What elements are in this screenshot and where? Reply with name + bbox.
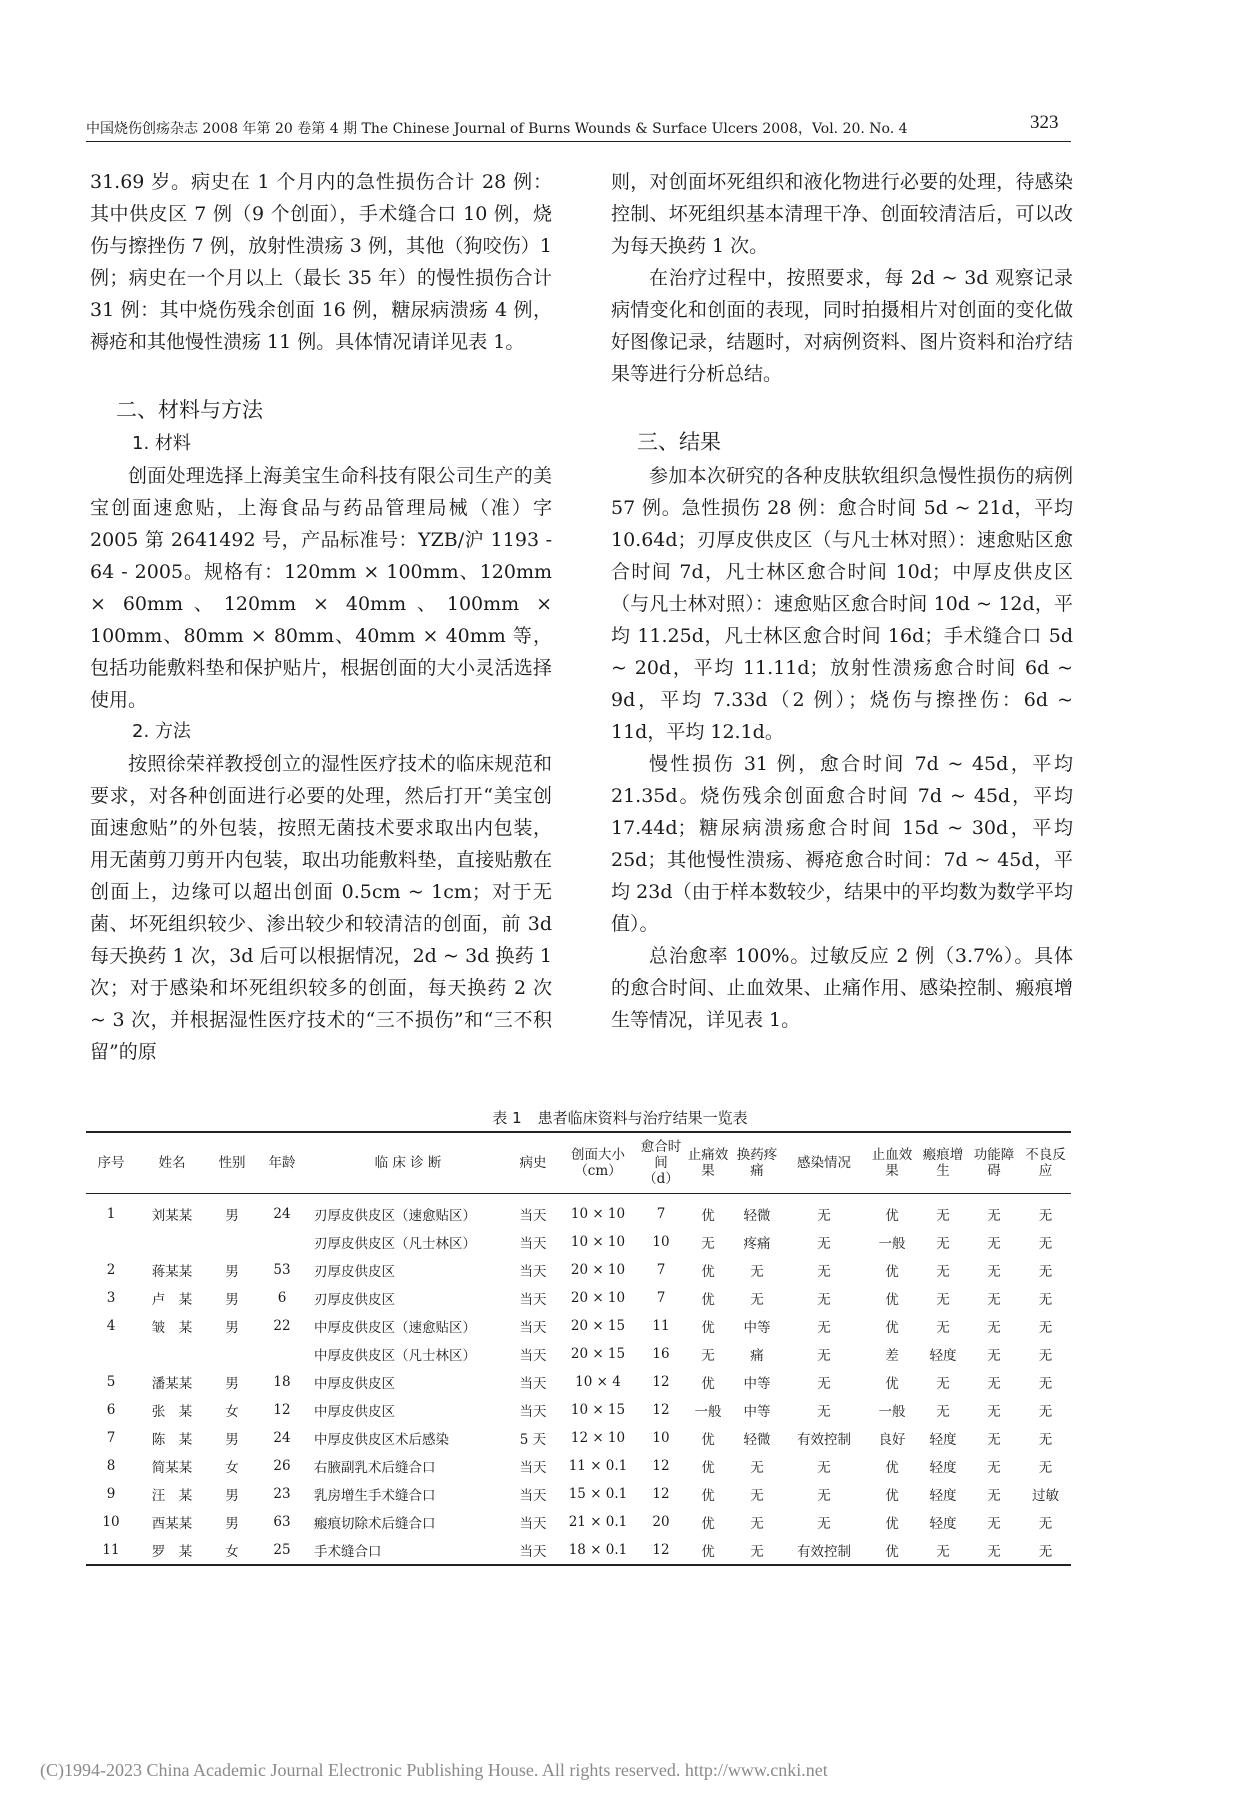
table-cell: 20 × 10: [570, 1262, 626, 1278]
table-cell: 无: [817, 1208, 831, 1224]
table-cell: 无: [987, 1264, 1001, 1280]
table-cell: 20 × 15: [570, 1318, 626, 1334]
table-cell: 无: [987, 1460, 1001, 1476]
table-cell: 7: [656, 1262, 666, 1278]
table-row: [86, 1508, 1071, 1536]
table-cell: [86, 1340, 136, 1368]
table-cell: 当天: [519, 1264, 547, 1280]
table-cell: 女: [208, 1536, 256, 1565]
table-cell: 当天: [519, 1348, 547, 1364]
table-cell: [136, 1228, 208, 1256]
table-cell: [256, 1228, 308, 1256]
table-cell: 优: [701, 1376, 715, 1392]
table-cell: 11 × 0.1: [568, 1458, 628, 1474]
copyright-footer: (C)1994-2023 China Academic Journal Electronic Publishing House. All rights reserved. http://www.cnki.net: [40, 1760, 828, 1780]
section-gap: [90, 358, 552, 382]
table-cell: 无: [987, 1292, 1001, 1308]
table-cell: 无: [817, 1320, 831, 1336]
table-cell: 中等: [743, 1404, 771, 1420]
table-row: [86, 1312, 1071, 1340]
table-cell: 优: [885, 1376, 899, 1392]
table-row: [86, 1256, 1071, 1284]
table-cell: 刃厚皮供皮区: [314, 1292, 395, 1308]
table-cell: [208, 1340, 256, 1368]
table-cell: 10: [652, 1430, 670, 1446]
table-cell: 优: [701, 1264, 715, 1280]
table-row: [86, 1284, 1071, 1312]
table-cell: 10: [102, 1514, 120, 1530]
section-heading: 二、材料与方法: [116, 398, 263, 422]
table-cell: 当天: [519, 1376, 547, 1392]
paragraph: 按照徐荣祥教授创立的湿性医疗技术的临床规范和要求，对各种创面进行必要的处理，然后打开“美宝创面速愈贴”的外包装，按照无菌技术要求取出内包装，用无菌剪刀剪开内包装，取出功能敷料垫，直接贴敷在创面上，边缘可以超出创面 0.5cm ~ 1cm；对于无菌、坏死组织较少、渗出较少和较清洁的创面，前 3d 每天换药 1 次，3d 后可以根据情况，2d ~ 3d 换药 1 次；对于感染和坏死组织较多的创面，每天换药 2 次 ~ 3 次，并根据湿性医疗技术的“三不损伤”和“三不积留”的原: [90, 753, 552, 1063]
table-caption: [0, 1107, 1240, 1128]
table-cell: 22: [273, 1318, 291, 1334]
table-cell: 优: [885, 1264, 899, 1280]
table-cell: 当天: [519, 1208, 547, 1224]
table-cell: 24: [273, 1206, 291, 1222]
table-cell: 优: [701, 1488, 715, 1504]
table-cell: 25: [256, 1536, 308, 1565]
table-cell: 当天: [519, 1488, 547, 1504]
table-cell: 无: [1038, 1404, 1053, 1420]
table-cell: 无: [750, 1264, 764, 1280]
table-cell: 轻度: [929, 1348, 957, 1364]
table-cell: 11: [86, 1536, 136, 1565]
table-cell: [136, 1340, 208, 1368]
table-cell: 12 × 10: [570, 1430, 626, 1446]
table-cell: 一般: [878, 1404, 906, 1420]
table-cell: 无: [918, 1536, 968, 1565]
table-cell: 优: [885, 1292, 899, 1308]
table-cell: 无: [936, 1264, 950, 1280]
table-cell: 无: [817, 1376, 831, 1392]
table-cell: 简某某: [151, 1460, 193, 1476]
table-cell: 陈 某: [151, 1432, 193, 1448]
table-cell: 有效控制: [797, 1432, 851, 1448]
table-cell: 10 × 10: [570, 1234, 626, 1250]
table-cell: [256, 1340, 308, 1368]
table-cell: 汪 某: [151, 1488, 193, 1504]
table-cell: 12: [652, 1458, 670, 1474]
section-gap: [611, 390, 1073, 414]
table-cell: 当天: [519, 1236, 547, 1252]
table-cell: 轻度: [929, 1488, 957, 1504]
table-cell: 无: [732, 1536, 782, 1565]
table-cell: 男: [225, 1432, 239, 1448]
table-cell: 10 × 4: [575, 1374, 621, 1390]
column-header: 性别: [208, 1132, 256, 1194]
running-header: 中国烧伤创疡杂志 2008 年第 20 卷第 4 期 The Chinese Journal of Burns Wounds & Surface Ulcers 2008，Vol. 20. No. 4: [86, 121, 908, 137]
paragraph: 参加本次研究的各种皮肤软组织急慢性损伤的病例 57 例。急性损伤 28 例：愈合时间 5d ~ 21d，平均 10.64d；刃厚皮供皮区（与凡士林对照）：速愈贴区愈合时间 7d，凡士林区愈合时间 10d；中厚皮供皮区（与凡士林对照）：速愈贴区愈合时间 10d ~ 12d，平均 11.25d，凡士林区愈合时间 16d；手术缝合口 5d ~ 20d，平均 11.11d；放射性溃疡愈合时间 6d ~ 9d，平均 7.33d（2 例）；烧伤与擦挫伤：6d ~ 11d，平均 12.1d。: [611, 465, 1073, 743]
page-number: 323: [1030, 112, 1059, 133]
table-cell: 无: [987, 1320, 1001, 1336]
table-cell: 无: [817, 1516, 831, 1532]
table-cell: 无: [1038, 1320, 1053, 1336]
table-cell: 21 × 0.1: [568, 1514, 628, 1530]
column-header: 功能障碍: [968, 1132, 1020, 1194]
table-cell: 无: [936, 1404, 950, 1420]
table-header-row: [86, 1132, 1071, 1194]
table-cell: 中厚皮供皮区（凡士林区）: [314, 1348, 476, 1364]
table-cell: 轻度: [929, 1432, 957, 1448]
table-cell: 潘某某: [151, 1376, 193, 1392]
table-cell: 无: [750, 1488, 764, 1504]
table-cell: 右腋副乳术后缝合口: [314, 1460, 436, 1476]
table-cell: 男: [225, 1320, 239, 1336]
table-cell: 5: [106, 1374, 116, 1390]
table-cell: 无: [1038, 1432, 1053, 1448]
table-cell: 无: [1038, 1292, 1053, 1308]
table-cell: 中厚皮供皮区: [314, 1404, 395, 1420]
table-cell: 无: [1038, 1208, 1053, 1224]
table-cell: 无: [987, 1488, 1001, 1504]
table-cell: 20 × 15: [570, 1346, 626, 1362]
table-cell: 痛: [750, 1348, 764, 1364]
table-cell: 12: [652, 1402, 670, 1418]
table-cell: 优: [866, 1536, 918, 1565]
table-row: [86, 1340, 1071, 1368]
table-cell: 轻微: [743, 1432, 771, 1448]
table-cell: 2: [106, 1262, 116, 1278]
table-cell: 15 × 0.1: [568, 1486, 628, 1502]
table-cell: 男: [225, 1264, 239, 1280]
column-header: 感染情况: [782, 1132, 866, 1194]
table-cell: 中厚皮供皮区（速愈贴区）: [314, 1320, 476, 1336]
table-cell: 刃厚皮供皮区: [314, 1264, 395, 1280]
table-cell: 无: [987, 1432, 1001, 1448]
table-cell: 无: [701, 1348, 715, 1364]
table-cell: 优: [701, 1208, 715, 1224]
table-cell: 无: [750, 1460, 764, 1476]
table-cell: 中等: [743, 1376, 771, 1392]
table-cell: 刃厚皮供皮区（凡士林区）: [314, 1236, 476, 1252]
table-cell: 男: [225, 1516, 239, 1532]
table-cell: 12: [652, 1486, 670, 1502]
table-cell: 无: [1038, 1376, 1053, 1392]
table-cell: 优: [701, 1516, 715, 1532]
table-row: [86, 1396, 1071, 1424]
table-caption-title: 患者临床资料与治疗结果一览表: [537, 1109, 748, 1127]
column-header: 临 床 诊 断: [308, 1132, 508, 1194]
column-header: 瘢痕增生: [918, 1132, 968, 1194]
paragraph: 则，对创面坏死组织和液化物进行必要的处理，待感染控制、坏死组织基本清理干净、创面较清洁后，可以改为每天换药 1 次。: [611, 171, 1073, 257]
table-cell: 无: [1038, 1516, 1053, 1532]
table-cell: 当天: [519, 1404, 547, 1420]
table-cell: 63: [273, 1514, 291, 1530]
table-cell: 疼痛: [743, 1236, 771, 1252]
table-row: [86, 1228, 1071, 1256]
table-cell: 刘某某: [151, 1208, 193, 1224]
table-cell: 无: [936, 1292, 950, 1308]
table-cell: 优: [885, 1208, 899, 1224]
table-cell: 女: [225, 1460, 239, 1476]
patient-results-table: [86, 1131, 1071, 1566]
table-cell: 12: [638, 1536, 684, 1565]
table-cell: 优: [701, 1432, 715, 1448]
table-cell: 优: [701, 1320, 715, 1336]
table-cell: 53: [273, 1262, 291, 1278]
table-cell: 3: [106, 1290, 116, 1306]
table-cell: 23: [273, 1486, 291, 1502]
table-cell: 优: [885, 1320, 899, 1336]
right-column: [611, 166, 1073, 1036]
table-cell: 无: [1038, 1236, 1053, 1252]
table-cell: 无: [1020, 1536, 1071, 1565]
table-cell: 无: [968, 1536, 1020, 1565]
table-cell: 无: [987, 1404, 1001, 1420]
table-cell: 手术缝合口: [308, 1536, 508, 1565]
table-cell: 无: [987, 1208, 1001, 1224]
column-header: 止痛效果: [684, 1132, 732, 1194]
table-cell: 张 某: [151, 1404, 193, 1420]
table-caption-number: 表 1: [492, 1109, 522, 1127]
table-cell: 7: [656, 1206, 666, 1222]
table-cell: 无: [936, 1376, 950, 1392]
table-cell: 良好: [878, 1432, 906, 1448]
table-cell: 16: [652, 1346, 670, 1362]
table-row: [86, 1424, 1071, 1452]
paragraph: 慢性损伤 31 例，愈合时间 7d ~ 45d，平均 21.35d。烧伤残余创面愈合时间 7d ~ 45d，平均 17.44d；糖尿病溃疡愈合时间 15d ~ 30d，平均 25d；其他慢性溃疡、褥疮愈合时间：7d ~ 45d，平均 23d（由于样本数较少，结果中的平均数为数学平均值）。: [611, 753, 1073, 935]
table-cell: 中厚皮供皮区: [314, 1376, 395, 1392]
table-cell: 无: [817, 1236, 831, 1252]
table-cell: 无: [936, 1236, 950, 1252]
table-cell: 乳房增生手术缝合口: [314, 1488, 436, 1504]
table-cell: 中等: [743, 1320, 771, 1336]
table-cell: 10: [652, 1234, 670, 1250]
table-cell: 无: [817, 1348, 831, 1364]
table-cell: 10 × 10: [570, 1206, 626, 1222]
table-cell: 12: [652, 1374, 670, 1390]
table-cell: 男: [225, 1376, 239, 1392]
table-cell: 酉某某: [151, 1516, 193, 1532]
table-cell: 差: [885, 1348, 899, 1364]
table-cell: 无: [817, 1404, 831, 1420]
table-cell: 优: [885, 1488, 899, 1504]
table-cell: 中厚皮供皮区术后感染: [314, 1432, 449, 1448]
table-cell: 无: [987, 1376, 1001, 1392]
table-cell: 轻度: [929, 1516, 957, 1532]
table-row: [86, 1194, 1071, 1229]
table-cell: 男: [225, 1208, 239, 1224]
table-cell: 无: [936, 1208, 950, 1224]
table-cell: 24: [273, 1430, 291, 1446]
table-cell: 无: [750, 1292, 764, 1308]
table-cell: 7: [656, 1290, 666, 1306]
table-cell: 罗 某: [136, 1536, 208, 1565]
table-cell: 8: [106, 1458, 116, 1474]
table-cell: 无: [1038, 1460, 1053, 1476]
table-cell: 当天: [519, 1292, 547, 1308]
table-cell: 无: [817, 1460, 831, 1476]
table-body: [86, 1194, 1071, 1566]
section-heading: 三、结果: [637, 430, 721, 454]
paragraph: 在治疗过程中，按照要求，每 2d ~ 3d 观察记录病情变化和创面的表现，同时拍摄相片对创面的变化做好图像记录，结题时，对病例资料、图片资料和治疗结果等进行分析总结。: [611, 267, 1073, 385]
table-cell: [86, 1228, 136, 1256]
table-cell: 6: [106, 1402, 116, 1418]
table-cell: 6: [277, 1290, 287, 1306]
column-header: 序号: [86, 1132, 136, 1194]
table-cell: 20: [652, 1514, 670, 1530]
table-cell: 瘢痕切除术后缝合口: [314, 1516, 436, 1532]
column-header: 年龄: [256, 1132, 308, 1194]
table-cell: 当天: [519, 1460, 547, 1476]
table-cell: 12: [273, 1402, 291, 1418]
column-header: 姓名: [136, 1132, 208, 1194]
table-cell: 一般: [694, 1404, 722, 1420]
table-cell: 无: [1038, 1264, 1053, 1280]
table-cell: 优: [684, 1536, 732, 1565]
subsection-heading: 1. 材料: [132, 433, 191, 454]
column-header: 愈合时间（d）: [638, 1132, 684, 1194]
table-cell: 无: [817, 1488, 831, 1504]
table-cell: 9: [106, 1486, 116, 1502]
table-cell: 当天: [519, 1516, 547, 1532]
table-row: [86, 1452, 1071, 1480]
table-cell: 5 天: [519, 1432, 547, 1448]
table-cell: 20 × 10: [570, 1290, 626, 1306]
table-cell: 轻度: [929, 1460, 957, 1476]
table-row: [86, 1480, 1071, 1508]
table-cell: 过敏: [1032, 1488, 1059, 1504]
paragraph: 31.69 岁。病史在 1 个月内的急性损伤合计 28 例：其中供皮区 7 例（9 个创面），手术缝合口 10 例，烧伤与擦挫伤 7 例，放射性溃疡 3 例，其他（狗咬伤）1 例；病史在一个月以上（最长 35 年）的慢性损伤合计 31 例：其中烧伤残余创面 16 例，糖尿病溃疡 4 例，褥疮和其他慢性溃疡 11 例。具体情况请详见表 1。: [90, 171, 552, 353]
table-cell: 无: [817, 1292, 831, 1308]
left-column: [90, 166, 552, 1068]
column-header: 止血效果: [866, 1132, 918, 1194]
header-rule: [86, 141, 1071, 142]
table-cell: 优: [885, 1460, 899, 1476]
table-cell: 卢 某: [151, 1292, 193, 1308]
table-cell: 优: [701, 1460, 715, 1476]
table-cell: 当天: [508, 1536, 558, 1565]
column-header: 不良反应: [1020, 1132, 1071, 1194]
table-cell: 18: [273, 1374, 291, 1390]
table-cell: 无: [987, 1516, 1001, 1532]
table-row: [86, 1536, 1071, 1565]
table-cell: 当天: [519, 1320, 547, 1336]
table-cell: 18 × 0.1: [558, 1536, 638, 1565]
table-cell: 无: [750, 1516, 764, 1532]
table-cell: 无: [1038, 1348, 1053, 1364]
table-cell: 10 × 15: [570, 1402, 626, 1418]
table-cell: 蒋某某: [151, 1264, 193, 1280]
column-header: 病史: [508, 1132, 558, 1194]
paragraph: 总治愈率 100%。过敏反应 2 例（3.7%）。具体的愈合时间、止血效果、止痛作用、感染控制、瘢痕增生等情况，详见表 1。: [611, 945, 1073, 1031]
table-cell: 有效控制: [782, 1536, 866, 1565]
table-cell: 刃厚皮供皮区（速愈贴区）: [314, 1208, 476, 1224]
subsection-heading: 2. 方法: [132, 721, 191, 742]
table-cell: 1: [106, 1206, 116, 1222]
table-cell: 7: [106, 1430, 116, 1446]
table-cell: [208, 1228, 256, 1256]
table-cell: 无: [987, 1236, 1001, 1252]
column-header: 创面大小（cm）: [558, 1132, 638, 1194]
table-cell: 女: [225, 1404, 239, 1420]
paragraph: 创面处理选择上海美宝生命科技有限公司生产的美宝创面速愈贴，上海食品与药品管理局械（准）字 2005 第 2641492 号，产品标准号：YZB/沪 1193 - 64 - 2005。规格有：120mm × 100mm、120mm × 60mm、120mm × 40mm、100mm × 100mm、80mm × 80mm、40mm × 40mm 等，包括功能敷料垫和保护贴片，根据创面的大小灵活选择使用。: [90, 465, 552, 711]
column-header: 换药疼痛: [732, 1132, 782, 1194]
table-cell: 男: [225, 1292, 239, 1308]
table-cell: 男: [225, 1488, 239, 1504]
table-row: [86, 1368, 1071, 1396]
table-cell: 无: [701, 1236, 715, 1252]
table-cell: 4: [106, 1318, 116, 1334]
table-cell: 26: [273, 1458, 291, 1474]
table-cell: 优: [701, 1292, 715, 1308]
table-cell: 轻微: [743, 1208, 771, 1224]
table-cell: 无: [936, 1320, 950, 1336]
table-cell: 无: [987, 1348, 1001, 1364]
table-cell: 11: [652, 1318, 670, 1334]
table-cell: 一般: [878, 1236, 906, 1252]
table-cell: 无: [817, 1264, 831, 1280]
table-cell: 优: [885, 1516, 899, 1532]
table-cell: 皱 某: [151, 1320, 193, 1336]
